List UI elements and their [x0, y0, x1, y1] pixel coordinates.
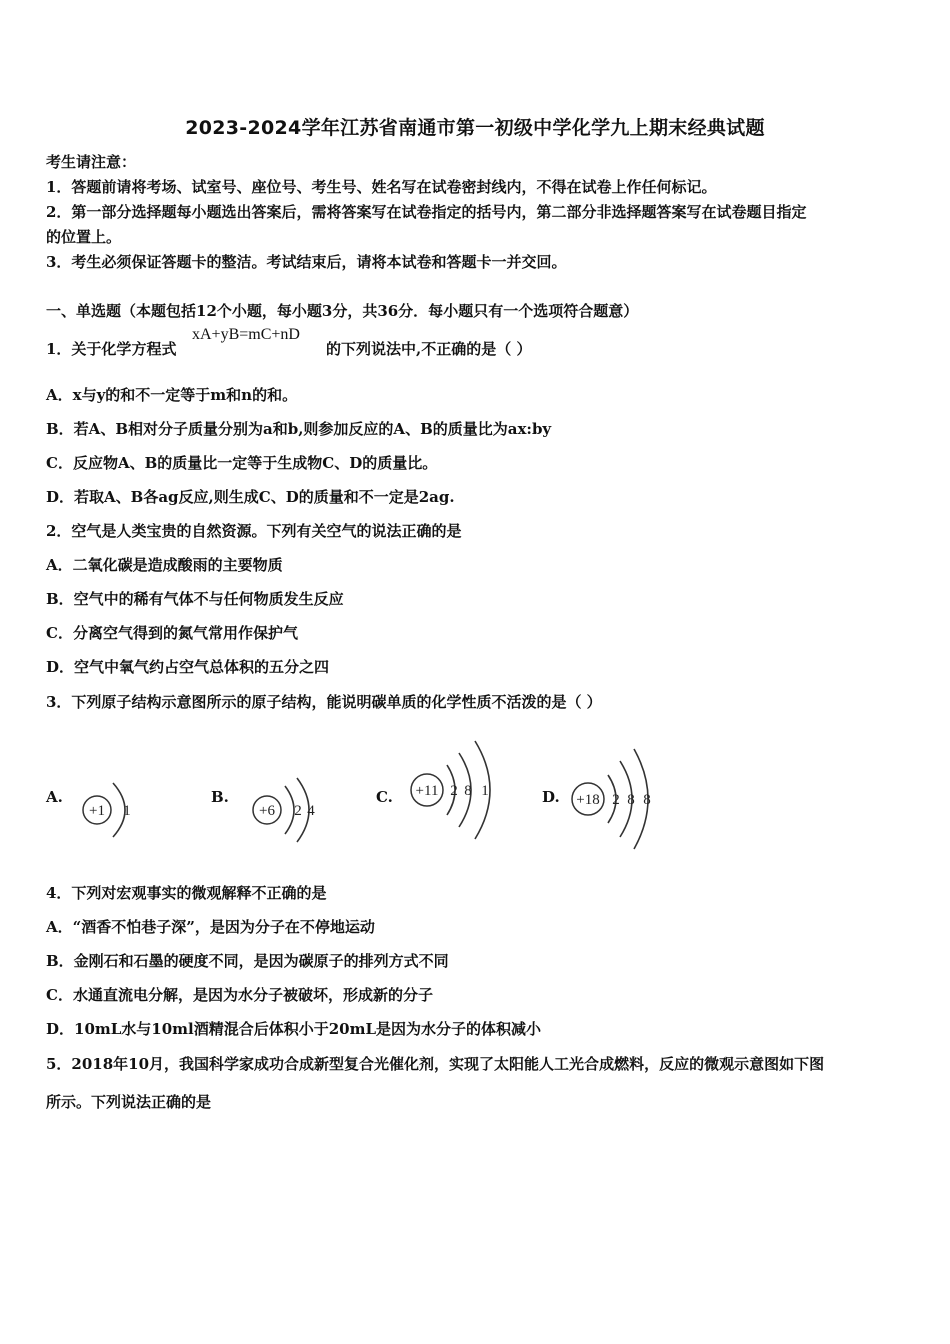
option-text: B．金刚石和石墨的硬度不同，是因为碳原子的排列方式不同 [46, 952, 449, 970]
chemical-equation: xA+yB=mC+nD [192, 326, 300, 343]
electron-count: 8 [643, 792, 651, 808]
section-heading: 一、单选题（本题包括12个小题，每小题3分，共36分．每小题只有一个选项符合题意） [46, 302, 639, 320]
electron-count: 8 [464, 783, 472, 799]
option-text: A．“酒香不怕巷子深”，是因为分子在不停地运动 [46, 918, 375, 936]
page-title: 2023-2024学年江苏省南通市第一初级中学化学九上期末经典试题 [185, 117, 765, 139]
question-3-stem: 3．下列原子结构示意图所示的原子结构，能说明碳单质的化学性质不活泼的是（ ） [46, 693, 602, 711]
atom-option-letter: B. [211, 788, 229, 806]
option-text: D．若取A、B各ag反应,则生成C、D的质量和不一定是2ag. [46, 488, 455, 506]
question-1-suffix: 的下列说法中,不正确的是（ ） [326, 340, 532, 358]
option-text: A．x与y的和不一定等于m和n的和。 [46, 386, 298, 404]
electron-count: 2 [612, 792, 620, 808]
electron-count: 1 [481, 783, 489, 799]
option-text: C．分离空气得到的氮气常用作保护气 [46, 624, 298, 642]
atom-option-letter: C. [376, 788, 393, 806]
atom-diagram-a [75, 770, 145, 850]
option-text: C．反应物A、B的质量比一定等于生成物C、D的质量比。 [46, 454, 438, 472]
atom-option-letter: A. [46, 788, 63, 806]
nucleus-charge: +11 [415, 783, 439, 799]
notice-heading: 考生请注意： [46, 153, 137, 171]
electron-count: 1 [123, 803, 131, 819]
nucleus-charge: +18 [576, 792, 600, 808]
electron-count: 4 [307, 803, 315, 819]
nucleus-charge: +1 [89, 803, 105, 819]
question-1-prefix: 1．关于化学方程式 [46, 340, 177, 358]
option-text: B．空气中的稀有气体不与任何物质发生反应 [46, 590, 344, 608]
option-text: C．水通直流电分解，是因为水分子被破坏，形成新的分子 [46, 986, 433, 1004]
notice-item: 的位置上。 [46, 228, 122, 246]
electron-count: 2 [450, 783, 458, 799]
atom-diagram-d [568, 743, 668, 843]
notice-item: 1．答题前请将考场、试室号、座位号、考生号、姓名写在试卷密封线内，不得在试卷上作任何标记。 [46, 178, 717, 196]
electron-shell-arc [285, 786, 294, 834]
question-4-stem: 4．下列对宏观事实的微观解释不正确的是 [46, 884, 327, 902]
atom-diagram-b [245, 770, 335, 850]
notice-item: 3．考生必须保证答题卡的整洁。考试结束后，请将本试卷和答题卡一并交回。 [46, 253, 567, 271]
nucleus-charge: +6 [259, 803, 275, 819]
notice-item: 2．第一部分选择题每小题选出答案后，需将答案写在试卷指定的括号内，第二部分非选择题答案写在试卷题目指定 [46, 203, 807, 221]
question-5-stem: 5．2018年10月，我国科学家成功合成新型复合光催化剂，实现了太阳能人工光合成燃料，反应的微观示意图如下图 [46, 1055, 825, 1073]
option-text: A．二氧化碳是造成酸雨的主要物质 [46, 556, 283, 574]
electron-count: 8 [627, 792, 635, 808]
atom-option-letter: D. [542, 788, 560, 806]
electron-count: 2 [294, 803, 302, 819]
option-text: D．10mL水与10ml酒精混合后体积小于20mL是因为水分子的体积减小 [46, 1020, 542, 1038]
atom-diagram-c [405, 735, 515, 835]
option-text: D．空气中氧气约占空气总体积的五分之四 [46, 658, 330, 676]
option-text: B．若A、B相对分子质量分别为a和b,则参加反应的A、B的质量比为ax:by [46, 420, 552, 438]
question-2-stem: 2．空气是人类宝贵的自然资源。下列有关空气的说法正确的是 [46, 522, 462, 540]
question-5-stem: 所示。下列说法正确的是 [46, 1093, 212, 1111]
